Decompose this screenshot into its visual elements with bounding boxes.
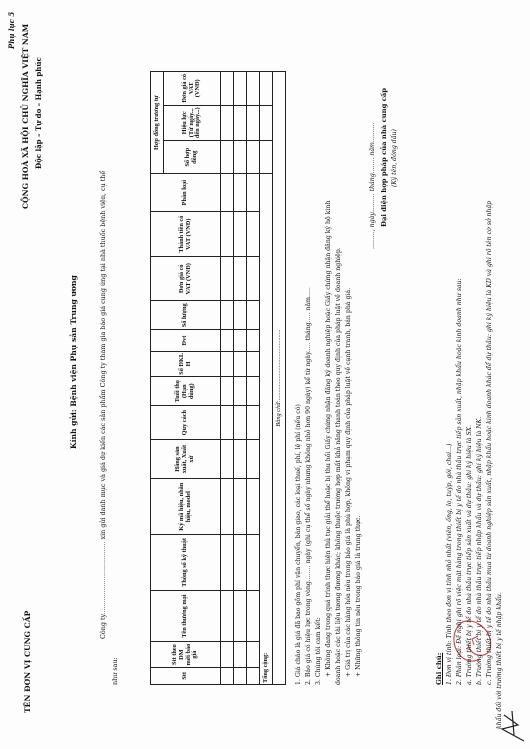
total-in-words: Bằng chữ:............................................. [273, 72, 286, 685]
note-7: + Những thông tin nêu trong báo giá là trung thực. [355, 515, 362, 677]
note-6: + Giá trị của các hàng hóa nêu trong báo giá là phù hợp, không vi phạm quy định của pháp luật về cạnh tranh, bán phá giá. [345, 287, 352, 677]
motto: Độc lập – Tự do – Hạnh phúc [34, 57, 43, 169]
signature-date: ........., ngày.......... tháng........ năm.......... [369, 122, 376, 249]
col-tuoi-tho: Tuổi thọ (Hạn dùng) [151, 377, 221, 406]
col-thanh-tien: Thành tiền có VAT (VNĐ) [151, 211, 221, 257]
table-row [247, 72, 260, 685]
total-row [260, 72, 273, 685]
signature-hint: (Ký tên, đóng dấu) [391, 129, 398, 187]
table-row [221, 72, 234, 685]
note-4: + Không đang trong quá trình thực hiện thủ tục giải thể hoặc bị thu hồi Giấy chứng nhận đăng ký doanh nghiệp hoặc Giấy chứng nhận đăng ký hộ kinh [325, 200, 332, 677]
note-2: 2. Báo giá có hiệu lực trong vòng........ ngày (ghi cụ thể số ngày nhưng không nhỏ hơn 90 ngày) kể từ ngày..... tháng..... năm..... [305, 287, 312, 685]
note-3: 3. Chúng tôi cam kết: [315, 617, 322, 685]
footnote-4: b. Trường thiết bị y tế do nhà thầu trực tiếp nhập khẩu và dự thầu: ghi ký hiệu là NK. [476, 416, 483, 685]
initials-signature [496, 705, 530, 745]
col-hop-dong-group: Hợp đồng trương tự [151, 72, 164, 174]
col-hang-san-xuat: Hãng sản xuất, Xuất xứ [151, 439, 221, 479]
footnote-1: 1. Đơn vị tính: Tính theo đơn vị tính nhỏ nhất (viên, ống, lọ, tuýp, gói, chai...) [446, 443, 453, 685]
quotation-table [150, 71, 286, 685]
col-dvt: Đvt [151, 330, 221, 351]
intro-line-1: Công ty.................................... xin gửi danh mục và giá dự kiến các sản phẩm Công ty tham gia báo giá cung ứng tại nhà thuốc bệnh viện, cụ thể [99, 170, 107, 639]
intro-line-2: như sau: [111, 657, 119, 685]
col-don-gia-hd: Đơn giá có VAT (VNĐ) [164, 72, 221, 106]
footnote-2: 2. Phân loại: Đề nghị ghi rõ việc mặt hàng trong thiết bị y tế do nhà thầu trực tiếp sản xuất, nhập khẩu hoặc kinh doanh như sau: [456, 278, 463, 685]
col-hieu-luc: Hiệu lực (Từ ngày... đến ngày...) [164, 105, 221, 140]
footnote-6: khẩu đối với trường thiết bị y tế nhập khẩu. [496, 592, 503, 729]
col-so-luong: Số lượng [151, 301, 221, 330]
col-don-gia: Đơn giá có VAT (VNĐ) [151, 257, 221, 301]
signature-role: Đại diện hợp pháp của nhà cung cấp [380, 87, 388, 227]
col-stt-dm: Stt theo DM mời báo giá [151, 642, 221, 667]
col-stt: Stt [151, 667, 221, 684]
col-thong-so: Thông số kỹ thuật [151, 535, 221, 591]
note-5: doanh hoặc các tài liệu tương đương khác; không thuộc trường hợp mất khả năng thanh toán theo quy định của pháp luật về doanh nghiệp. [335, 247, 342, 685]
table-row [234, 72, 247, 685]
col-so-hop-dong: Số hợp đồng [164, 141, 221, 174]
col-ky-ma-hieu: Ký mã hiệu, nhãn hiệu, model [151, 479, 221, 535]
note-1: 1. Giá chào là giá đã bao gồm phí vận chuyển, bàn giao, các loại thuế, phí, lệ phí (nếu có) [295, 404, 302, 685]
words-row [273, 72, 286, 685]
nation-title: CỘNG HOÀ XÃ HỘI CHỦ NGHĨA VIỆT NAM [21, 23, 30, 209]
footnote-5: c. Trường thiết bị y tế do nhà thầu mua từ doanh nghiệp sản xuất, nhập khẩu hoặc kinh doanh khác để dự thầu: ghi ký hiệu là KD và ghi rõ tên cơ sở nhập [486, 200, 493, 685]
col-ten-thuong-mai: Tên thương mại [151, 590, 221, 642]
org-name: TÊN ĐƠN VỊ CUNG CẤP [23, 610, 32, 713]
col-phan-loai: Phân loại [151, 174, 221, 211]
col-so-dklh: Số ĐKL H [151, 351, 221, 376]
footnote-title: Ghi chú: [435, 652, 443, 685]
recipient: Kính gửi: Bệnh viện Phụ sản Trung ương [69, 275, 78, 449]
appendix-label: Phụ lục 5 [7, 11, 16, 49]
footnote-3: a. Trường thiết bị y tế do nhà thầu trực tiếp sản xuất và dự thầu: ghi ký hiệu là SX. [466, 424, 473, 685]
total-label: Tổng cộng: [260, 174, 273, 685]
col-quy-cach: Quy cách [151, 406, 221, 439]
